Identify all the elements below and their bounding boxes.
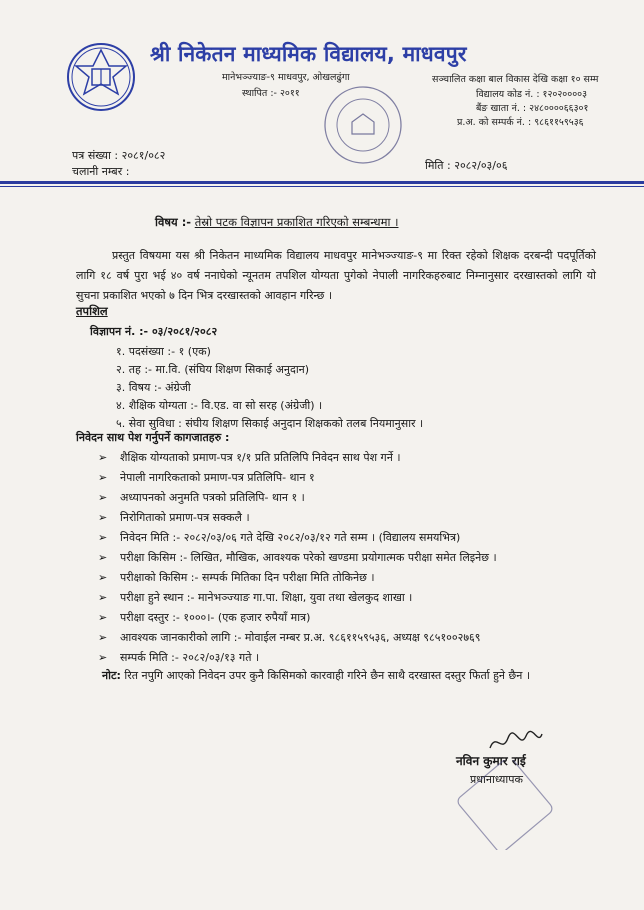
details-heading: तपशिल	[76, 304, 108, 318]
arrow-bullet-icon: ➢	[98, 591, 108, 604]
arrow-bullet-icon: ➢	[98, 551, 108, 564]
school-name: श्री निकेतन माध्यमिक विद्यालय, माधवपुर	[150, 42, 467, 66]
principal-stamp-icon	[440, 760, 560, 850]
contact-number: प्र.अ. को सम्पर्क नं. : ९८६११५९५३६	[457, 117, 584, 128]
body-text: प्रस्तुत विषयमा यस श्री निकेतन माध्यमिक विद्यालय माधवपुर मानेभञ्ज्याङ-९ मा रिक्त रहेको शिक्षक दरबन्दी पदपूर्तिको लागि १८ वर्ष पुरा भई ४० वर्ष ननाघेको न्यूनतम तपशिल योग्यता पुगेको नेपाली नागरिकहरुबाट निम्नानुसार दरखास्तको लागि यो सुचना प्रकाशित भएको ७ दिन भित्र दरखास्तको आवहान गरिन्छ ।	[76, 249, 596, 302]
note-label: नोट:	[102, 669, 121, 682]
signatory-name: नविन कुमार राई	[456, 754, 526, 768]
header-rule	[0, 181, 644, 184]
document-item: ➢ नेपाली नागरिकताको प्रमाण-पत्र प्रतिलिपि- थान १	[98, 471, 315, 484]
subject-line	[155, 215, 398, 230]
arrow-bullet-icon: ➢	[98, 571, 108, 584]
detail-item: ३. विषय :- अंग्रेजी	[116, 381, 191, 394]
document-item: ➢ परीक्षाको किसिम :- सम्पर्क मितिका दिन परीक्षा मिति तोकिनेछ ।	[98, 571, 375, 584]
bank-account: बैंङ खाता नं. : २४८००००६६३०१	[476, 103, 589, 114]
detail-item: ५. सेवा सुविधा : संघीय शिक्षण सिकाई अनुदान शिक्षकको तलब नियमानुसार ।	[116, 417, 424, 430]
detail-item: २. तह :- मा.वि. (संघिय शिक्षण सिकाई अनुदान)	[116, 363, 310, 376]
arrow-bullet-icon: ➢	[98, 471, 108, 484]
arrow-bullet-icon: ➢	[98, 491, 108, 504]
established-year: स्थापित :- २०११	[242, 88, 300, 99]
arrow-bullet-icon: ➢	[98, 451, 108, 464]
document-item: ➢ अध्यापनको अनुमति पत्रको प्रतिलिपि- थान १ ।	[98, 491, 305, 504]
document-item: ➢ परीक्षा हुने स्थान :- मानेभञ्ज्याङ गा.पा. शिक्षा, युवा तथा खेलकुद शाखा ।	[98, 591, 413, 604]
letter-reference-number: पत्र संख्या : २०८१/०८२	[72, 149, 166, 162]
letter-date: मिति : २०८२/०३/०६	[425, 159, 508, 172]
subject-label: विषय :-	[155, 215, 192, 229]
document-item: ➢ परीक्षा दस्तुर :- १०००।- (एक हजार रुपैयाँ मात्र)	[98, 611, 311, 624]
document-item: ➢ शैक्षिक योग्यताको प्रमाण-पत्र १/१ प्रति प्रतिलिपि निवेदन साथ पेश गर्ने ।	[98, 451, 401, 464]
dispatch-number: चलानी नम्बर :	[72, 165, 130, 178]
school-emblem-icon	[66, 42, 136, 112]
document-item: ➢ निवेदन मिति :- २०८२/०३/०६ गते देखि २०८२/०३/१२ गते सम्म । (विद्यालय समयभित्र)	[98, 531, 461, 544]
arrow-bullet-icon: ➢	[98, 511, 108, 524]
arrow-bullet-icon: ➢	[98, 531, 108, 544]
detail-item: ४. शैक्षिक योग्यता :- वि.एड. वा सो सरह (अंग्रेजी) ।	[116, 399, 323, 412]
subject-text: तेस्रो पटक विज्ञापन प्रकाशित गरिएको सम्बन्धमा ।	[194, 215, 399, 229]
arrow-bullet-icon: ➢	[98, 611, 108, 624]
document-item: ➢ परीक्षा किसिम :- लिखित, मौखिक, आवश्यक परेको खण्डमा प्रयोगात्मक परीक्षा समेत लिइनेछ ।	[98, 551, 497, 564]
documents-heading: निवेदन साथ पेश गर्नुपर्ने कागजातहरु :	[76, 431, 230, 444]
document-item: ➢ निरोगिताको प्रमाण-पत्र सक्कलै ।	[98, 511, 250, 524]
header-rule-thin	[0, 186, 644, 187]
classes-info: सञ्चालित कक्षा बाल विकास देखि कक्षा १० सम्म	[432, 74, 599, 85]
arrow-bullet-icon: ➢	[98, 631, 108, 644]
signatory-title: प्रधानाध्यापक	[470, 773, 523, 786]
arrow-bullet-icon: ➢	[98, 651, 108, 664]
advertisement-number: विज्ञापन नं. :- ०३/२०८१/२०८२	[90, 325, 218, 338]
school-address: मानेभञ्ज्याङ-९ माधवपुर, ओखलढुंगा	[222, 72, 350, 83]
body-paragraph	[76, 246, 596, 306]
school-seal-icon	[322, 84, 404, 166]
detail-item: १. पदसंख्या :- १ (एक)	[116, 345, 211, 358]
document-item: ➢ आवश्यक जानकारीको लागि :- मोवाईल नम्बर प्र.अ. ९८६११५९५३६, अध्यक्ष ९८५१००२७६९	[98, 631, 481, 644]
school-code: विद्यालय कोड नं. : १२०२००००३	[476, 89, 588, 100]
note-line	[102, 668, 530, 683]
note-text: रित नपुगि आएको निवेदन उपर कुनै किसिमको कारवाही गरिने छैन साथै दरखास्त दस्तुर फिर्ता हुने छैन ।	[124, 669, 531, 682]
document-item: ➢ सम्पर्क मिति :- २०८२/०३/१३ गते ।	[98, 651, 260, 664]
